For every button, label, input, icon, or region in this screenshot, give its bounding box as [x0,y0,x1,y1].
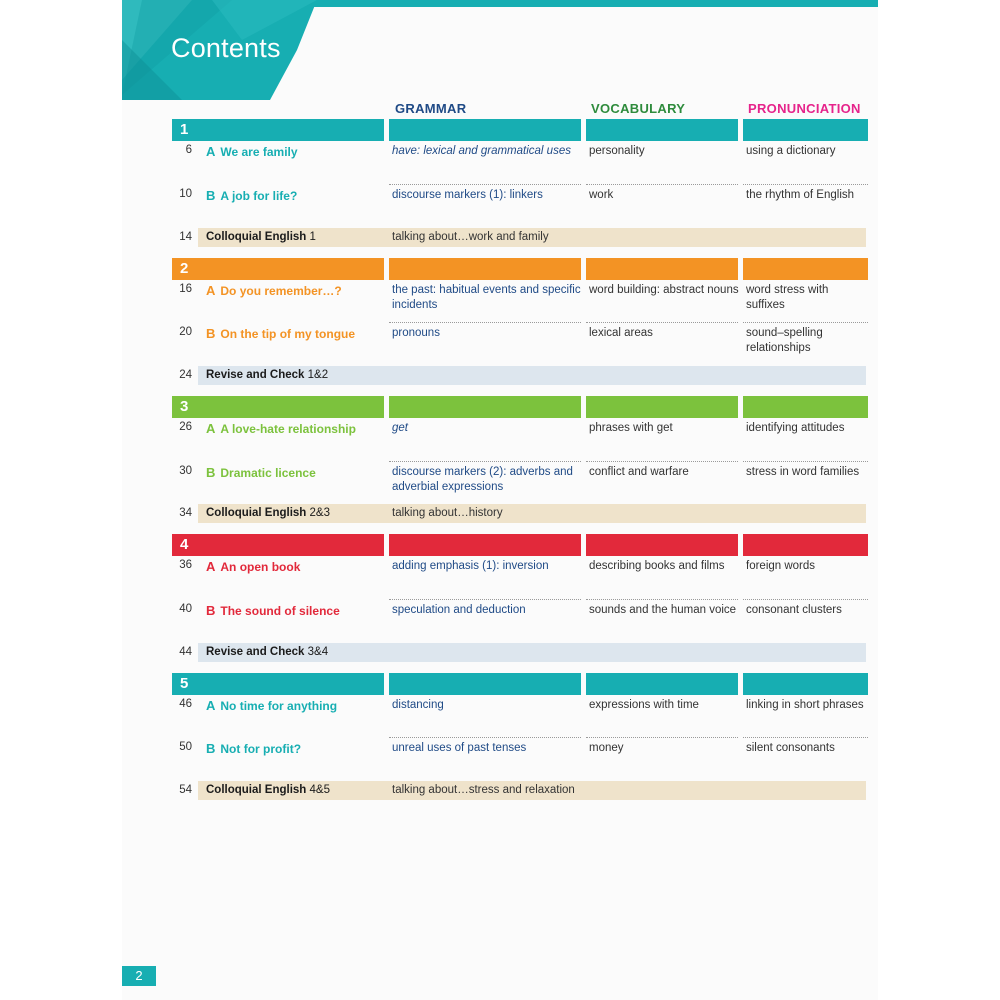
unit-2-number: 2 [180,260,189,277]
unit-1-number: 1 [180,121,189,138]
unit-4-bar-vocabulary [586,534,738,556]
vocabulary-cell: conflict and warfare [589,466,689,478]
pronunciation-cell: foreign words [746,560,816,572]
unit-3-bar-vocabulary [586,396,738,418]
unit-3-bar-grammar [389,396,581,418]
pronunciation-cell: using a dictionary [746,145,836,157]
divider [389,461,581,462]
divider [389,737,581,738]
band-title[interactable]: Revise and Check 1&2 [206,369,329,381]
pronunciation-cell: stress in word families [746,466,860,478]
unit-2-bar-vocabulary [586,258,738,280]
divider [389,184,581,185]
pronunciation-cell: silent consonants [746,742,835,754]
lesson-title[interactable]: B Not for profit? [206,741,302,756]
top-teal-rule [300,0,878,7]
divider [586,461,738,462]
pronunciation-cell: consonant clusters [746,604,842,616]
divider [586,184,738,185]
lesson-page: 50 [179,741,192,753]
vocabulary-cell: word building: abstract nouns [589,284,739,296]
vocabulary-cell: lexical areas [589,327,653,339]
unit-2-bar-grammar [389,258,581,280]
grammar-cell: speculation and deduction [392,604,526,616]
divider [586,599,738,600]
band-title[interactable]: Colloquial English 2&3 [206,507,330,519]
pronunciation-cell: the rhythm of English [746,189,855,201]
band-text: talking about…history [392,507,503,519]
vocabulary-cell: personality [589,145,645,157]
grammar-cell: discourse markers (1): linkers [392,189,543,201]
lesson-title[interactable]: A No time for anything [206,698,338,713]
grammar-cell: have: lexical and grammatical uses [392,145,571,157]
band-title[interactable]: Revise and Check 3&4 [206,646,329,658]
unit-5-bar-grammar [389,673,581,695]
unit-4-bar [172,534,384,556]
unit-1-bar-vocabulary [586,119,738,141]
unit-5-number: 5 [180,675,189,692]
divider [743,322,868,323]
grammar-cell: get [392,422,408,434]
unit-4-bar-grammar [389,534,581,556]
unit-5-bar-pronunciation [743,673,868,695]
column-header-grammar: GRAMMAR [395,101,467,116]
unit-4-number: 4 [180,536,189,553]
band-title[interactable]: Colloquial English 1 [206,231,316,243]
unit-1-bar [172,119,384,141]
lesson-page: 46 [179,698,192,710]
unit-3-number: 3 [180,398,189,415]
grammar-cell: unreal uses of past tenses [392,742,527,754]
vocabulary-cell: describing books and films [589,560,725,572]
divider [586,737,738,738]
pronunciation-cell: word stress with suffixes [746,284,829,311]
lesson-title[interactable]: A An open book [206,559,301,574]
divider [743,184,868,185]
column-header-vocabulary: VOCABULARY [591,101,686,116]
unit-4-bar-pronunciation [743,534,868,556]
lesson-page: 36 [179,559,192,571]
band-title[interactable]: Colloquial English 4&5 [206,784,330,796]
unit-3-bar [172,396,384,418]
grammar-cell: distancing [392,699,444,711]
lesson-title[interactable]: B The sound of silence [206,603,340,618]
grammar-cell: discourse markers (2): adverbs and adverbial expressions [392,466,573,493]
vocabulary-cell: sounds and the human voice [589,604,737,616]
band-page: 54 [179,784,192,796]
vocabulary-cell: money [589,742,624,754]
lesson-title[interactable]: B On the tip of my tongue [206,326,356,341]
band-page: 14 [179,231,192,243]
unit-1-bar-pronunciation [743,119,868,141]
divider [389,599,581,600]
pronunciation-cell: sound–spelling relationships [746,327,823,354]
band-text: talking about…work and family [392,231,549,243]
column-header-pronunciation: PRONUNCIATION [748,101,861,116]
grammar-cell: adding emphasis (1): inversion [392,560,549,572]
divider [743,599,868,600]
vocabulary-cell: work [589,189,614,201]
lesson-page: 20 [179,326,192,338]
unit-1-bar-grammar [389,119,581,141]
band-text: talking about…stress and relaxation [392,784,575,796]
unit-2-bar-pronunciation [743,258,868,280]
unit-2-bar [172,258,384,280]
grammar-cell: pronouns [392,327,440,339]
band-page: 44 [179,646,192,658]
lesson-page: 26 [179,421,192,433]
lesson-title[interactable]: A We are family [206,144,298,159]
band-page: 34 [179,507,192,519]
lesson-page: 30 [179,465,192,477]
divider [743,737,868,738]
divider [389,322,581,323]
vocabulary-cell: expressions with time [589,699,699,711]
page-number: 2 [122,966,156,986]
lesson-title[interactable]: A A love-hate relationship [206,421,356,436]
divider [743,461,868,462]
pronunciation-cell: identifying attitudes [746,422,845,434]
lesson-page: 10 [179,188,192,200]
pronunciation-cell: linking in short phrases [746,699,864,711]
grammar-cell: the past: habitual events and specific incidents [392,284,581,311]
lesson-page: 40 [179,603,192,615]
band-page: 24 [179,369,192,381]
lesson-page: 16 [179,283,192,295]
lesson-page: 6 [185,144,192,156]
vocabulary-cell: phrases with get [589,422,673,434]
divider [586,322,738,323]
lesson-title[interactable]: A Do you remember…? [206,283,342,298]
lesson-title[interactable]: B Dramatic licence [206,465,316,480]
unit-5-bar-vocabulary [586,673,738,695]
lesson-title[interactable]: B A job for life? [206,188,298,203]
unit-3-bar-pronunciation [743,396,868,418]
unit-5-bar [172,673,384,695]
page-title: Contents [171,33,281,63]
